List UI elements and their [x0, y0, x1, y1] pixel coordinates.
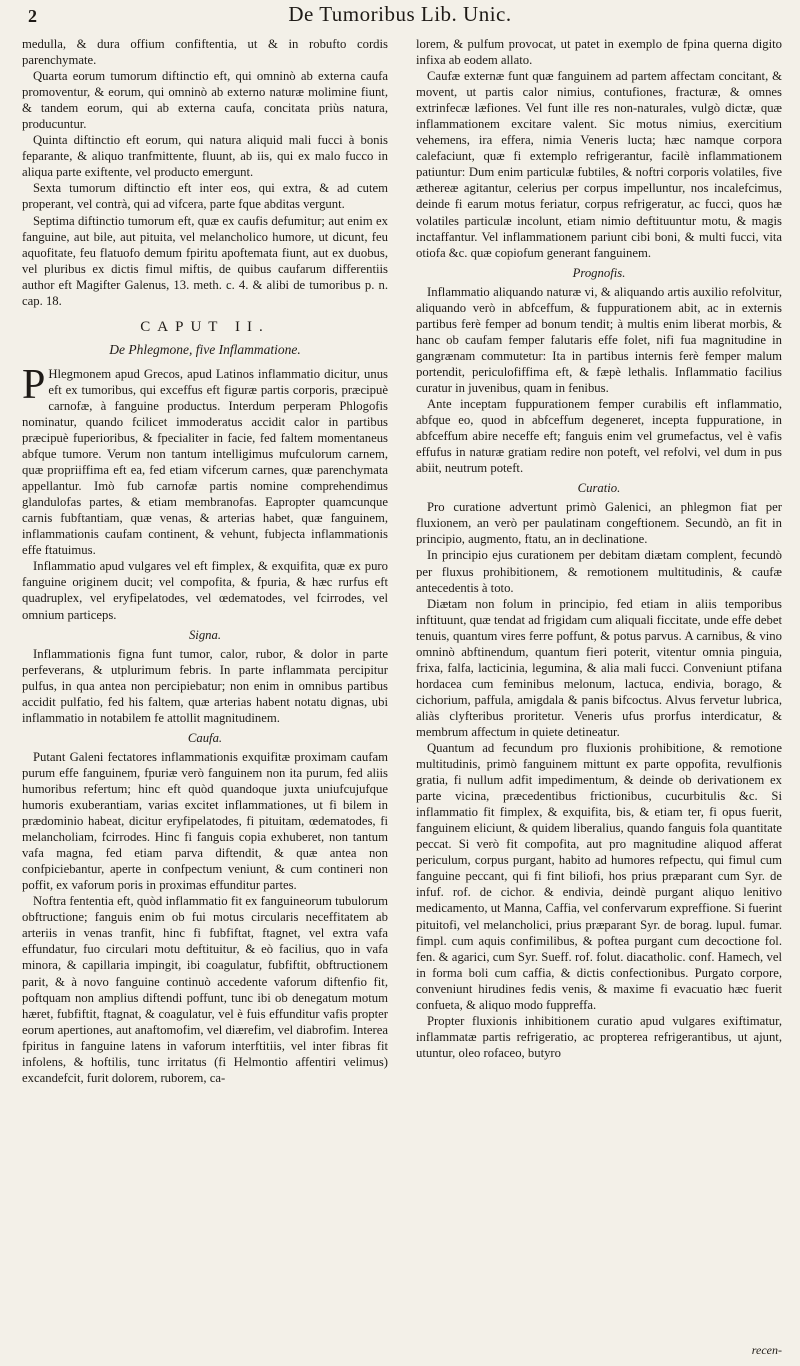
paragraph: Septima diftinctio tumorum eft, quæ ex caufis defumitur; aut enim ex fanguine, aut bile, aut pituita, vel melancholico humore, ut dicunt, feu aquofitate, feu flatuofo demum fpiritu apoftemata fiunt, aut ex duobus, vel pluribus ex dictis fimul miftis, de quibus caufarum differentiis author eft Magifter Galenus, 13. meth. c. 4. & alibi de tumoribus p. n. cap. 18.: [22, 213, 388, 308]
chapter-heading: CAPUT II.: [140, 318, 270, 335]
paragraph: Propter fluxionis inhibitionem curatio apud vulgares exiftimatur, inflammatæ partis refrigeratio, ac propterea refrigerantibus, ut ajunt, utuntur, oleo rofaceo, butyro: [416, 1013, 782, 1060]
paragraph: medulla, & dura offium confiftentia, ut & in robufto cordis parenchymate.: [22, 37, 388, 68]
paragraph: Caufæ externæ funt quæ fanguinem ad partem affectam concitant, & movent, ut partis calor nimius, contufiones, fracturæ, & omnes extrinfecæ læfiones. Vel funt ille res non-naturales, vulgò dictæ, quæ inflammationem excitare valent. Sic motus nimius, exercitium vehemens, ira effera, nimia Veneris lucta; hæc namque corpora calefaciunt, quæ fi extemplo refrigerantur, facilè inflammationem patiuntur: Dum enim particulæ fubtiles, & noftri corporis volatiles, five æthereæ agitantur, celerius per corpus impelluntur, nos incalefcimus, deinde fi earum motus feriatur, corpus refrigeratur, ac fucci, quos hæ volatiles particulæ incolunt, etiam nimio deftituuntur motu, & magis inctaffantur. Vel inflammationem pariunt cibi boni, & multi fucci, vita otiofa &c. quæ copiofum generant fanguinem.: [416, 69, 782, 260]
paragraph-text: Hlegmonem apud Grecos, apud Latinos inflammatio dicitur, unus eft ex tumoribus, qui exceffus eft figuræ partis corporis, præcipuè carnofæ, à fanguine productus. Interdum perperam Phlogofis nominatur, quando fcilicet immoderatus accidit calor in partibus præcipuè fuperioribus, & fpecialiter in facie, fed faltem momentaneus abfque tumore. Verum non tantum intelligimus mufculorum carnem, quæ propriiffima eft ea, fed etiam vifcerum carnes, quæ parenchymata appellantur. Imò fub carnofæ partis nomine comprehendimus glandulofas partes, & etiam membranofas. Eapropter quamcunque carnis fubftantiam, quæ venas, & arterias habet, quæ fanguinem, inflammationis caufam continent, & vehunt, fubjecta inflammationis effe ftatuimus.: [22, 366, 388, 558]
running-title: De Tumoribus Lib. Unic.: [288, 2, 512, 26]
section-heading: Caufa.: [187, 730, 223, 745]
section-heading: Curatio.: [577, 481, 621, 496]
chapter-subtitle: De Phlegmone, five Inflammatione.: [109, 341, 301, 357]
right-column: [416, 36, 782, 1358]
catchword: recen-: [751, 1343, 782, 1357]
paragraph: Quarta eorum tumorum diftinctio eft, qui omninò ab externa caufa promoventur, & eorum, qui omninò ab externo naturæ molimine fiunt, & tandem eorum, qui ab externa caufa, concitata priùs natura, producuntur.: [22, 69, 388, 132]
paragraph: Diætam non folum in principio, fed etiam in aliis temporibus inftituunt, quæ tendat ad frigidam cum aliquali ficcitate, unde effe debet tenuis, quantum vires ferre poffunt, & potus parvus. A carnibus, & vino omninò abftinendum, quantum fieri poterit, vitentur omnia pinguia, frixa, falfa, lacticinia, legumina, & alia mali fucci. Conveniunt ptifana hordacea cum feminibus melonum, lactuca, endivia, borago, & cichorium, paffula, amigdala & panis bifcoctus. Alvus fervetur lubrica, aliàs clyfteribus proritetur. Veneris ufus prorfus interdicatur, & membrum affectum in quiete detineatur.: [416, 596, 782, 739]
page-header: [20, 2, 780, 32]
paragraph: Ante inceptam fuppurationem femper curabilis eft inflammatio, abfque eo, quod in abfceffum degeneret, incepta fuppuratione, in abfceffum abire neceffe eft; fanguis enim vel grumefactus, vel è vafis effufus in naturæ gratiam redire non poteft, vel refolvi, vel dum in pus abiit, neutrum poteft.: [416, 397, 782, 476]
paragraph: [22, 361, 388, 559]
paragraph: Quinta diftinctio eft eorum, qui natura aliquid mali fucci à bonis feparante, & aliquo tranfmittente, fluunt, ab iis, qui ex malo fucco in aliqua parte exiftente, vel producto emergunt.: [22, 133, 388, 180]
paragraph: In principio ejus curationem per debitam diætam complent, fecundò per fluxus prohibitionem, & remotionem multitudinis, & caufæ antecedentis à toto.: [416, 548, 782, 595]
paragraph: lorem, & pulfum provocat, ut patet in exemplo de fpina querna digito infixa ab eodem allato.: [416, 37, 782, 68]
paragraph: Inflammatio apud vulgares vel eft fimplex, & exquifita, quæ ex puro fanguine originem ducit; vel compofita, & fpuria, & hæc rurfus eft quadruplex, vel eryfipelatodes, vel œdematodes, vel fcirrodes, vel omnium particeps.: [22, 559, 388, 622]
page-number: 2: [28, 6, 37, 26]
text-columns: [22, 36, 786, 1358]
paragraph: Pro curatione advertunt primò Galenici, an phlegmon fiat per fluxionem, an verò per paulatinam congeftionem. Secundò, an fit in principio, augmento, ftatu, an in declinatione.: [416, 500, 782, 547]
paragraph: Noftra fententia eft, quòd inflammatio fit ex fanguineorum tubulorum obftructione; fanguis enim ob fui motus circularis neceffitatem ab arteriis in venas tranfit, hinc fi fubfiftat, ftagnet, vel extra vafa effundatur, fuo circulari motu deftituitur, & eò facilius, quo in vafa minora, & capillaria impingit, ibi coagulatur, fubfiftit, obftructionem parit, & à novo fanguine continuò accedente vaforum diftenfio fit, poftquam non amplius diftendi poffunt, tunc ibi ob denegatum motum hæret, fubfiftit, ftagnat, & coagulatur, vel è fuis effunditur vafis propter eorum apertiones, aut anaftomofim, vel diærefim, vel diabrofim. Interea fpiritus in fanguine latens in vaforum interftitiis, vel inter fibras fit infolens, & hoftilis, tunc irritatus (fi Helmontio affentiri velimus) excandefcit, furit dolorem, ruborem, ca-: [22, 894, 388, 1085]
paragraph: Quantum ad fecundum pro fluxionis prohibitione, & remotione multitudinis, primò fanguinem mittunt ex parte oppofita, revulfionis gratia, fi nullum adfit impedimentum, & deinde ob derivationem ex parte vicina, præcedentibus frictionibus, cucurbitulis &c. Si inflammatio fit fimplex, & exquifita, bis, & etiam ter, fi opus fuerit, fanguinem eliciunt, & quidem liberalius, quando fanguis fola quantitate peccat. Si verò fit compofita, aut pro magnitudine aliquod afferat periculum, corpus purgant, habito ad humores refpectu, qui fimul cum fanguine peccant, qui fi fint biliofi, hos prius præparant cum Syr. de infuf. rof. de cichor. & endivia, deindè purgant aliquo lenitivo medicamento, ut Manna, Caffia, vel confervarum expreffione. Si fuerint pituitofi, vel melancholici, prius præparant Syr. de borag. lupul. fumar. fimpl. cum aquis confimilibus, & poftea purgant cum decoctione fol. fen. & agarici, cum Syr. Sueff. rof. folut. diacatholic. conf. Hamech, vel in forma boli cum caffia, & dictis confectionibus. Purgato corpore, conveniunt hirudines fedis venis, & maxime fi evacuatio hæc fuerit confueta, & aliquo modo fuppreffa.: [416, 741, 782, 1012]
drop-cap: P: [22, 361, 46, 408]
left-column: [22, 36, 388, 1358]
section-heading: Signa.: [188, 627, 222, 642]
paragraph: Inflammatio aliquando naturæ vi, & aliquando artis auxilio refolvitur, aliquando verò in abfceffum, & fuppurationem abit, ac in externis partibus ferè femper ad bonum tendit; à multis enim liberat morbis, & hanc ob caufam femper falutaris effe folet, nifi fua magnitudine in gangrænam commutetur: Ita in partibus internis ferè femper malum portendit, periculofiffima eft, & fæpè lethalis. Inflammatio facilius curatur in juvenibus, quam in fenibus.: [416, 284, 782, 395]
paragraph: Inflammationis figna funt tumor, calor, rubor, & dolor in parte perfeverans, & utplurimum febris. In parte inflammata percipitur pulfus, in qua antea non percipiebatur; non enim in omnibus partibus accidit pulfatio, fed his faltem, quæ arterias habent notatu dignas, ubi inflammatio in notabilem fe attollit magnitudinem.: [22, 646, 388, 725]
paragraph: Sexta tumorum diftinctio eft inter eos, qui extra, & ad cutem properant, vel contrà, qui ad vifcera, parte fque abditas vergunt.: [22, 181, 388, 212]
paragraph: Putant Galeni fectatores inflammationis exquifitæ proximam caufam purum effe fanguinem, fpuriæ verò fanguinem non ita purum, fed aliis humoribus refertum; hinc eft quòd quandoque juxta uniufcujufque humoris exuberantiam, varias excitet inflammationes, ut fi bilem in prædominio habeat, dicitur eryfipelatodes, fi pituitam, œdematodes, fi melancholiam, fcirrodes. Hinc fi fanguis copia exhuberet, non tantum vafa magna, fed etiam parva diftendit, & quæ antea non confpiciebantur, aperte in confpectum veniunt, & cum contineri non poffit, ex vaforum poris in proximas effunditur partes.: [22, 749, 388, 893]
section-heading: Prognofis.: [572, 265, 626, 280]
